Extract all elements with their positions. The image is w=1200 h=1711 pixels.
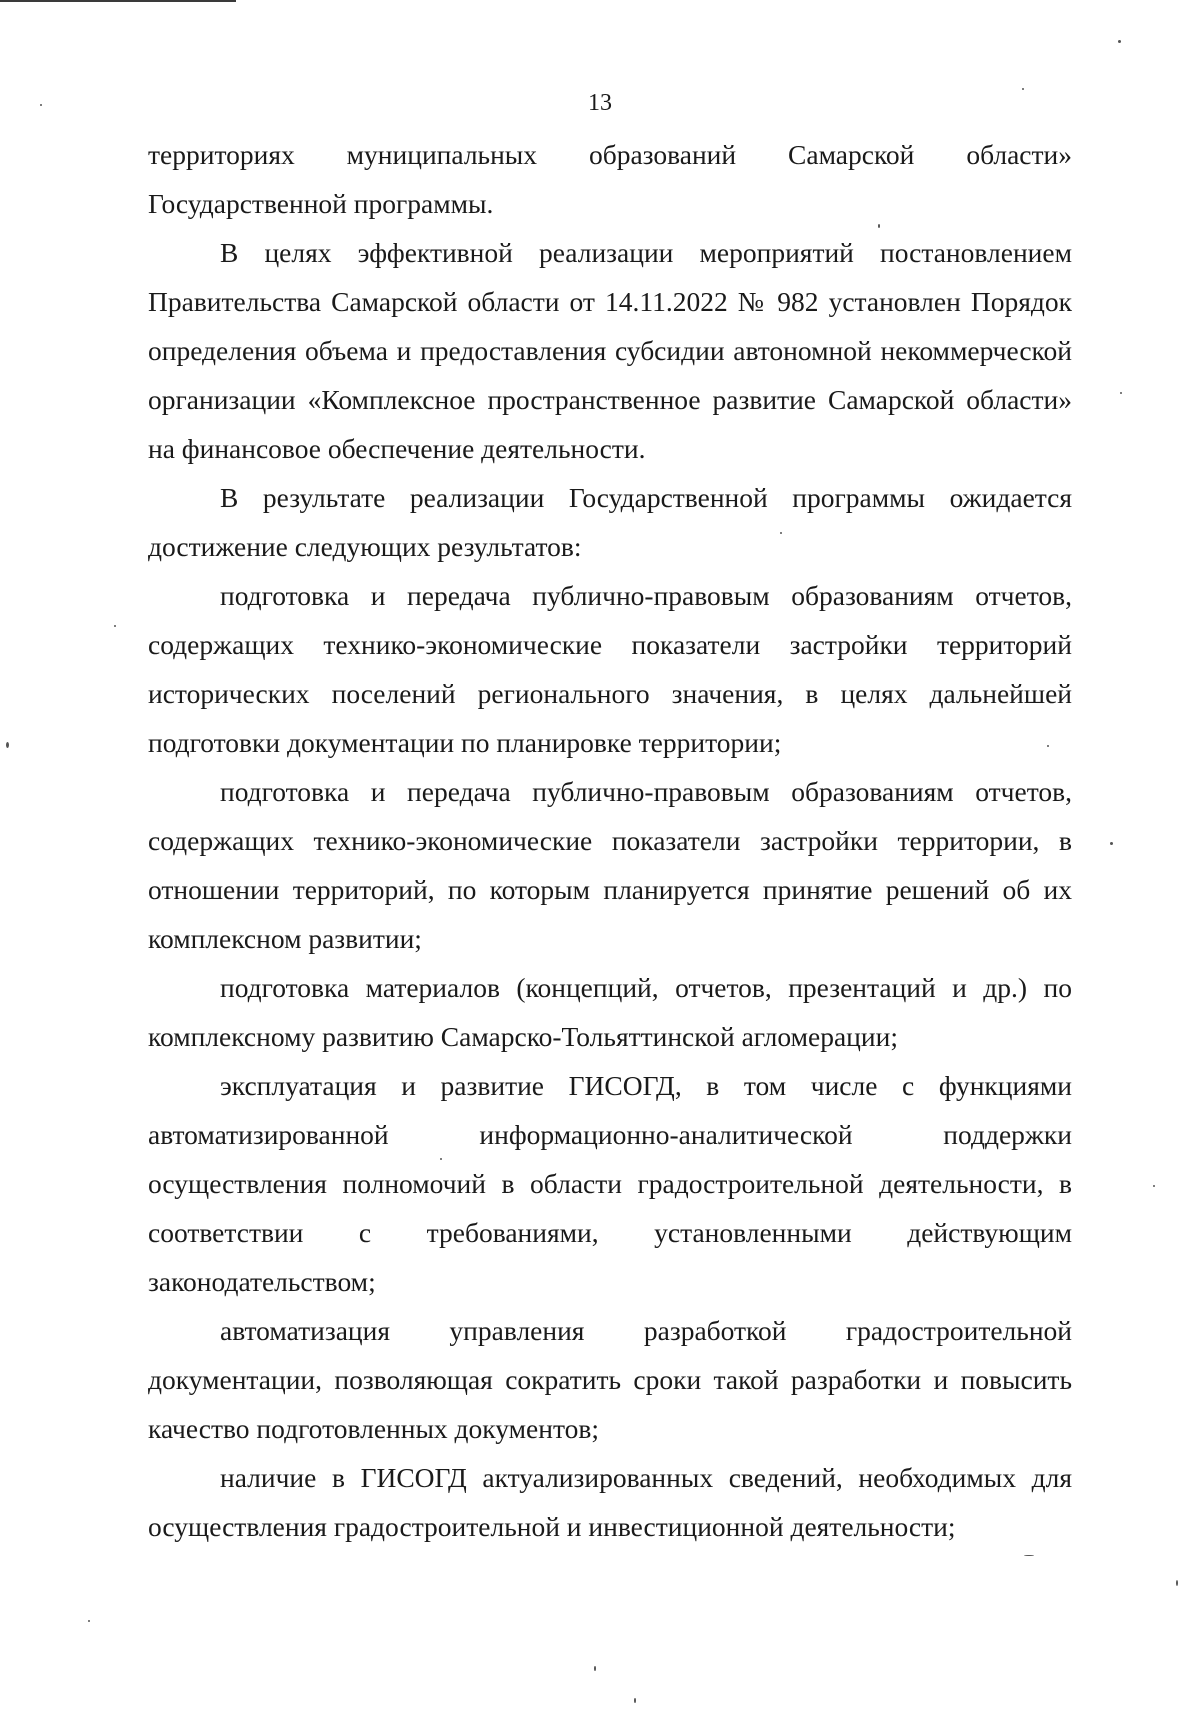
paragraph-continuation: территориях муниципальных образований Самарской области» Государственной программы. xyxy=(148,139,1072,219)
scan-speck xyxy=(1110,842,1113,845)
page-number: 13 xyxy=(588,90,612,116)
scan-speck xyxy=(1118,40,1121,43)
scan-speck xyxy=(594,1666,596,1671)
paragraph-result-agglomeration: подготовка материалов (концепций, отчетов, презентаций и др.) по комплексному развитию Самарско-Тольяттинской агломерации; xyxy=(148,972,1072,1052)
scan-speck xyxy=(634,1698,636,1703)
scan-speck xyxy=(88,1620,90,1622)
paragraph-result-automation: автоматизация управления разработкой градостроительной документации, позволяющая сократить сроки такой разработки и повысить качество подготовленных документов; xyxy=(148,1315,1072,1444)
paragraph-result-historic-settlements: подготовка и передача публично-правовым образованиям отчетов, содержащих технико-экономические показатели застройки территорий исторических поселений регионального значения, в целях дальнейшей подготовки документации по планировке территории; xyxy=(148,580,1072,758)
paragraph-result-complex-development: подготовка и передача публично-правовым образованиям отчетов, содержащих технико-экономические показатели застройки территории, в отношении территорий, по которым планируется принятие решений об их комплексном развитии; xyxy=(148,776,1072,954)
scan-speck xyxy=(1120,392,1122,394)
paragraph-result-gisogd-operation: эксплуатация и развитие ГИСОГД, в том числе с функциями автоматизированной информационно-аналитической поддержки осуществления полномочий в области градостроительной деятельности, в соответствии с требованиями, установленными действующим законодательством; xyxy=(148,1070,1072,1297)
paragraph-results-intro: В результате реализации Государственной программы ожидается достижение следующих результатов: xyxy=(148,482,1072,562)
scan-edge-line xyxy=(0,0,236,2)
scan-speck xyxy=(1153,1185,1155,1187)
scan-speck xyxy=(1024,1555,1034,1556)
scan-speck xyxy=(114,625,116,627)
paragraph-result-gisogd-data: наличие в ГИСОГД актуализированных сведений, необходимых для осуществления градостроительной и инвестиционной деятельности; xyxy=(148,1462,1072,1542)
document-body xyxy=(148,130,1072,1551)
scan-speck xyxy=(1176,1580,1178,1586)
scan-speck xyxy=(6,742,9,748)
paragraph-procedure: В целях эффективной реализации мероприятий постановлением Правительства Самарской области от 14.11.2022 № 982 установлен Порядок определения объема и предоставления субсидии автономной некоммерческой организации «Комплексное пространственное развитие Самарской области» на финансовое обеспечение деятельности. xyxy=(148,237,1072,464)
